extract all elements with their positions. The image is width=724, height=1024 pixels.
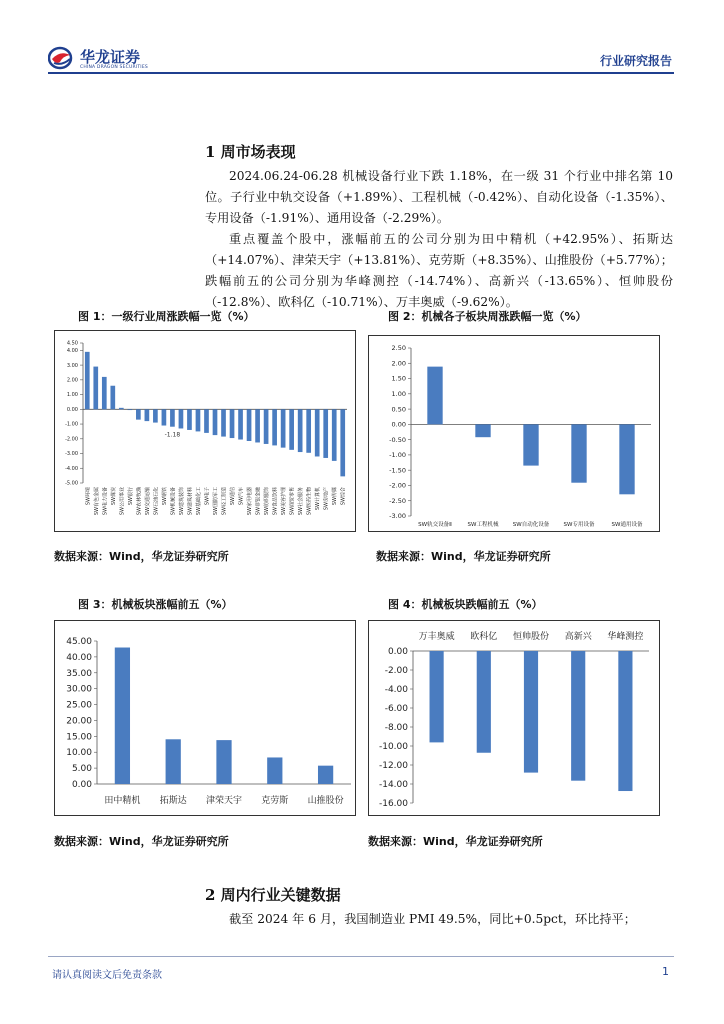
x-tick-label: SW美容护理 [281,487,288,516]
figure-1-source: 数据来源：Wind，华龙证券研究所 [54,550,229,563]
y-tick-label: -4.00 [65,465,78,472]
figure-3-box [54,620,356,816]
bar-SW自动化设备 [523,424,538,465]
x-tick-label: SW公用事业 [119,487,126,516]
figure-4-source: 数据来源：Wind，华龙证券研究所 [368,835,543,848]
x-tick-label: SW自动化设备 [512,522,550,528]
y-tick-label: -16.00 [378,799,408,809]
y-tick-label: 1.00 [391,389,406,398]
x-tick-label: SW建筑装饰 [178,487,185,516]
bar-SW纺织服饰 [264,409,269,444]
bar-SW美容护理 [281,409,286,447]
y-tick-label: -8.00 [384,723,408,733]
bar-SW汽车 [238,409,243,439]
figure-1-caption: 图 1：一级行业周涨跌幅一览（%） [78,310,255,323]
x-tick-label: SW建筑材料 [187,487,194,516]
page-number: 1 [662,965,669,978]
figure-2-caption: 图 2：机械各子板块周涨跌幅一览（%） [388,310,587,323]
bar-SW房地产 [323,409,328,458]
bar-SW建筑材料 [187,409,192,430]
data-label: -1.18 [164,431,181,439]
section-2-title: 2 周内行业关键数据 [205,886,341,904]
figure-3-source: 数据来源：Wind，华龙证券研究所 [54,835,229,848]
bar-SW家用电器 [247,409,252,441]
y-tick-label: 30.00 [66,684,92,695]
bar-SW商贸零售 [289,409,294,450]
bar-SW电子 [204,409,209,433]
y-tick-label: 2.00 [391,359,406,368]
x-tick-label: SW电子 [204,487,211,506]
figure-2-chart [369,336,659,531]
x-tick-label: SW电力设备 [102,487,109,516]
x-tick-label: SW食品饮料 [272,487,279,516]
x-tick-label: SW有色金属 [93,487,100,516]
y-tick-label: 3.00 [66,362,78,369]
x-tick-label: SW煤炭 [110,487,117,506]
x-tick-label: SW房地产 [323,487,330,511]
x-tick-label: SW综合 [340,487,347,506]
bar-SW通信 [230,409,235,438]
figure-4-chart [369,621,659,815]
bar-SW专用设备 [571,424,586,482]
company-logo [48,44,158,74]
x-tick-label: SW工程机械 [467,522,499,528]
y-tick-label: 5.00 [71,764,92,775]
y-tick-label: 40.00 [66,652,92,663]
y-tick-label: 1.00 [66,392,78,399]
y-tick-label: 10.00 [66,748,92,759]
y-tick-label: -14.00 [378,780,408,790]
y-tick-label: -0.50 [389,435,406,444]
figure-4-caption: 图 4：机械板块跌幅前五（%） [388,598,543,611]
x-tick-label: SW石油石化 [153,487,160,516]
bar-恒帅股份 [524,651,538,773]
bar-SW非银金融 [255,409,260,442]
y-tick-label: -6.00 [384,704,408,714]
bar-SW农林牧渔 [136,409,141,419]
bar-山推股份 [318,766,333,784]
bar-万丰奥威 [430,651,444,742]
bar-津荣天宇 [216,740,231,784]
y-tick-label: -4.00 [384,685,408,695]
bar-SW钢铁 [162,409,167,425]
x-tick-label: SW汽车 [238,487,245,506]
bar-SW有色金属 [93,367,98,410]
y-tick-label: -1.00 [65,421,78,428]
y-tick-label: 2.00 [66,377,78,384]
y-tick-label: 4.00 [66,348,78,355]
x-tick-label: SW银行 [127,487,134,506]
x-tick-label: 恒帅股份 [512,632,550,642]
x-tick-label: 克劳斯 [261,796,289,806]
x-tick-label: SW商贸零售 [289,487,296,516]
y-tick-label: 35.00 [66,668,92,679]
bar-SW公用事业 [119,408,124,409]
x-tick-label: SW社会服务 [298,487,305,516]
y-tick-label: -2.00 [65,436,78,443]
x-tick-label: SW家用电器 [247,487,254,516]
y-tick-label: 20.00 [66,716,92,727]
x-tick-label: 华峰测控 [607,632,644,642]
bar-SW石油石化 [153,409,158,422]
figure-3-chart [55,621,355,815]
bar-SW传媒 [332,409,337,461]
x-tick-label: SW医药生物 [306,487,313,516]
x-tick-label: 拓斯达 [159,796,187,806]
x-tick-label: 高新兴 [564,632,592,642]
x-tick-label: SW纺织服饰 [264,487,271,516]
dragon-logo-icon [48,46,76,70]
section-2-paragraph-1: 截至 2024 年 6 月，我国制造业 PMI 49.5%，同比+0.5pct，环比持平； [229,912,636,926]
figure-4-box [368,620,660,816]
bar-SW通用设备 [619,424,634,494]
bar-拓斯达 [166,739,181,784]
y-tick-label: -1.50 [389,466,406,475]
bar-SW机械设备 [170,409,175,426]
y-tick-label: 15.00 [66,732,92,743]
x-tick-label: SW通信 [230,487,237,506]
y-tick-label: 25.00 [66,700,92,711]
y-tick-label: -1.00 [389,451,406,460]
x-tick-label: SW计算机 [315,487,322,511]
section-1-paragraph-1: 2024.06.24-06.28 机械设备行业下跌 1.18%，在一级 31 个行业中排名第 10 位。子行业中轨交设备（+1.89%）、工程机械（-0.42%）、自动化设备（-1.35%）、专用设备（-1.91%）、通用设备（-2.29%）。 [205,169,673,225]
y-tick-label: -3.00 [65,451,78,458]
figure-2-source: 数据来源：Wind，华龙证券研究所 [376,550,551,563]
y-tick-label: 0.50 [391,405,406,414]
bar-克劳斯 [267,757,282,784]
logo-subtitle: CHINA DRAGON SECURITIES [80,65,148,70]
y-tick-label: 2.50 [391,344,406,353]
x-tick-label: SW通用设备 [611,522,643,528]
bar-欧科亿 [477,651,491,753]
bar-SW国防军工 [213,409,218,435]
x-tick-label: SW非银金融 [255,487,262,516]
bar-SW工程机械 [475,424,490,437]
bar-SW交通运输 [145,409,150,421]
y-tick-label: -12.00 [378,761,408,771]
bar-SW轻工制造 [221,409,226,436]
bar-SW轨交设备Ⅱ [427,367,442,425]
header-rule [48,72,674,74]
report-type: 行业研究报告 [599,54,672,68]
y-tick-label: -5.00 [65,480,78,487]
x-tick-label: 田中精机 [104,796,141,806]
bar-SW计算机 [315,409,320,456]
y-tick-label: 4.50 [66,340,78,347]
bar-SW食品饮料 [272,409,277,445]
x-tick-label: SW专用设备 [563,522,595,528]
y-tick-label: 1.50 [391,374,406,383]
y-tick-label: 0.00 [387,647,408,657]
x-tick-label: SW环境 [85,487,92,506]
figure-1-box [54,330,356,532]
section-1-paragraph-2: 重点覆盖个股中，涨幅前五的公司分别为田中精机（+42.95%）、拓斯达（+14.07%）、津荣天宇（+13.81%）、克劳斯（+8.35%）、山推股份（+5.77%）；跌幅前五的公司分别为华峰测控（-14.74%）、高新兴（-13.65%）、恒帅股份（-12.8%）、欧科亿（-10.71%）、万丰奥威（-9.62%）。 [205,232,673,309]
y-tick-label: -2.00 [389,481,406,490]
bar-SW综合 [340,409,345,476]
x-tick-label: 津荣天宇 [205,796,243,806]
x-tick-label: SW钢铁 [161,487,168,506]
y-tick-label: -10.00 [378,742,408,752]
x-tick-label: 欧科亿 [470,632,498,642]
x-tick-label: SW轻工制造 [221,487,228,516]
bar-华峰测控 [618,651,632,791]
y-tick-label: -3.00 [389,512,406,521]
y-tick-label: 0.00 [66,406,78,413]
x-tick-label: SW机械设备 [170,487,177,516]
footer-disclaimer: 请认真阅读文后免责条款 [52,970,162,981]
y-tick-label: -2.50 [389,496,406,505]
bar-SW社会服务 [298,409,303,452]
y-tick-label: 0.00 [71,780,92,790]
section-1-title: 1 周市场表现 [205,143,296,161]
bar-SW银行 [127,409,132,410]
bar-SW环境 [85,352,90,409]
y-tick-label: -2.00 [384,666,408,676]
x-tick-label: 万丰奥威 [418,632,455,642]
bar-SW电力设备 [102,377,107,409]
x-tick-label: SW传媒 [332,487,339,506]
figure-1-chart [55,331,355,531]
x-tick-label: SW轨交设备Ⅱ [418,522,452,528]
bar-高新兴 [571,651,585,781]
bar-田中精机 [115,648,130,784]
x-tick-label: SW国防军工 [213,487,219,516]
footer-rule [48,956,674,957]
logo-name: 华龙证券 [80,48,141,66]
figure-3-caption: 图 3：机械板块涨幅前五（%） [78,598,233,611]
x-tick-label: SW基础化工 [195,487,202,516]
bar-SW医药生物 [306,409,311,452]
x-tick-label: 山推股份 [307,796,344,806]
y-tick-label: 45.00 [66,637,92,647]
y-tick-label: 0.00 [391,420,406,429]
bar-SW基础化工 [196,409,201,431]
bar-SW煤炭 [110,386,115,410]
figure-2-box [368,335,660,532]
x-tick-label: SW农林牧渔 [136,487,143,516]
bar-SW建筑装饰 [179,409,184,428]
x-tick-label: SW交通运输 [144,487,151,516]
